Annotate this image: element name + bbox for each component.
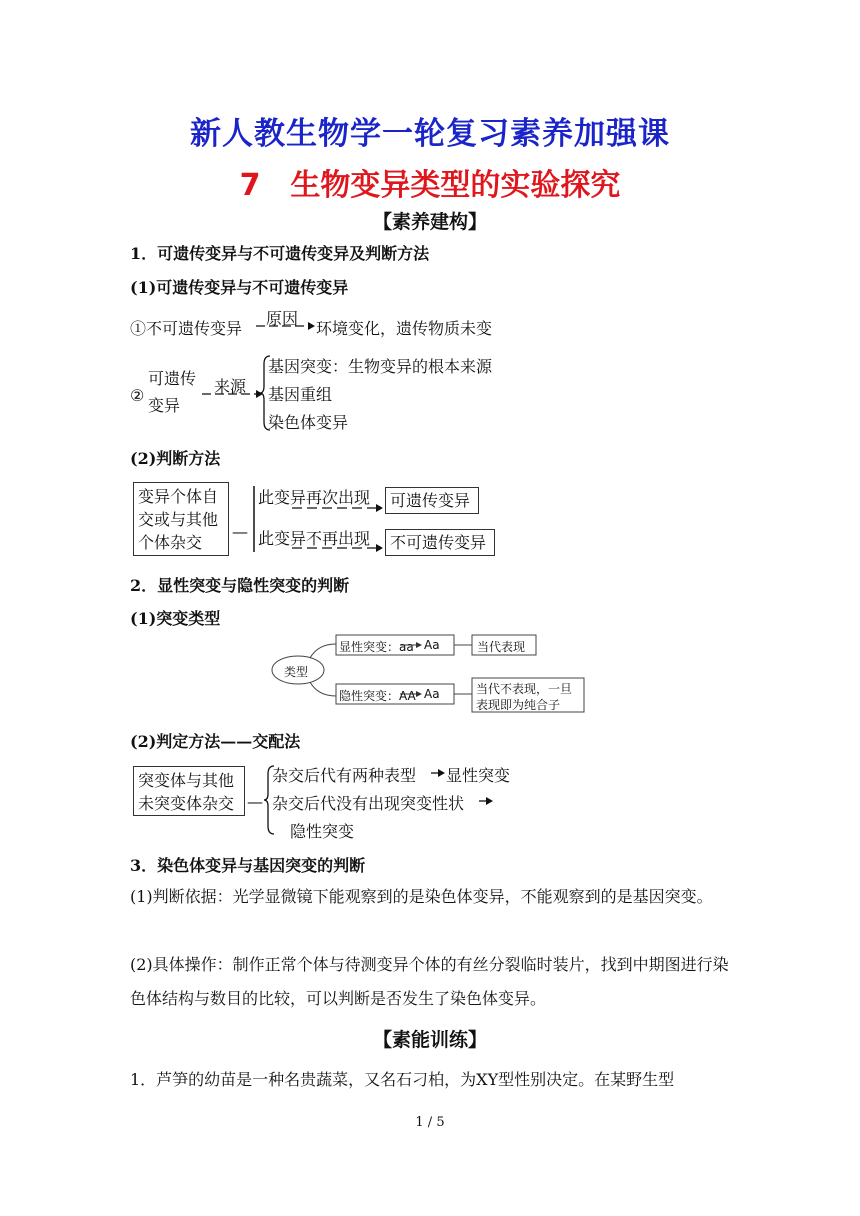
d2-box-line: 交或与其他 xyxy=(138,510,219,529)
d4-start-box xyxy=(133,766,245,816)
d1-item2-label-b: 变异 xyxy=(148,396,181,415)
d4-dash: — xyxy=(247,792,263,811)
d3-dominant-label: 显性突变：aa xyxy=(339,640,414,654)
d3-recessive-result-1: 当代不表现，一旦 xyxy=(476,682,573,696)
heading-2: 2．显性突变与隐性突变的判断 xyxy=(130,576,350,595)
heading-2-2: (2)判定方法——交配法 xyxy=(130,732,301,751)
d2-box-line: 变异个体自 xyxy=(138,487,219,506)
heading-3: 3．染色体变异与基因突变的判断 xyxy=(130,856,366,875)
d4-branch1: 杂交后代有两种表型 xyxy=(272,766,417,785)
d2-result1-box: 可遗传变异 xyxy=(385,487,479,514)
page-number: 1 / 5 xyxy=(415,1115,445,1130)
d4-box-line: 未突变体杂交 xyxy=(138,794,235,813)
heading-1-2: (2)判断方法 xyxy=(130,449,221,468)
arrow-icon xyxy=(200,386,264,400)
lesson-title: 7 生物变异类型的实验探究 xyxy=(239,168,621,203)
d1-branch-gene-mutation: 基因突变：生物变异的根本来源 xyxy=(268,357,493,376)
d4-branch2-result: 隐性突变 xyxy=(290,822,355,841)
page-title: 新人教生物学一轮复习素养加强课 xyxy=(190,116,670,152)
d3-center-label: 类型 xyxy=(284,665,309,679)
d3-recessive-label: 隐性突变：AA xyxy=(339,689,416,703)
arrow-icon xyxy=(478,794,494,808)
d3-dominant-result: 当代表现 xyxy=(477,640,526,654)
d4-branch2: 杂交后代没有出现突变性状 xyxy=(272,794,465,813)
d1-item1-arrow-label: 原因 xyxy=(266,309,299,328)
d1-branch-chromosome: 染色体变异 xyxy=(268,413,349,432)
paragraph-3-1: (1)判断依据：光学显微镜下能观察到的是染色体变异，不能观察到的是基因突变。 xyxy=(130,887,713,906)
d1-item2-arrow-label: 来源 xyxy=(214,377,247,396)
arrow-icon xyxy=(290,540,384,554)
d2-branch1-label: 此变异再次出现 xyxy=(258,488,371,507)
d1-item2-label-a: 可遗传 xyxy=(148,369,197,388)
arrow-icon xyxy=(430,766,446,780)
section-heading-train: 【素能训练】 xyxy=(372,1029,487,1051)
question-1: 1．芦笋的幼苗是一种名贵蔬菜，又名石刁柏，为XY型性别决定。在某野生型 xyxy=(130,1070,675,1089)
heading-1-1: (1)可遗传变异与不可遗传变异 xyxy=(130,278,349,297)
d3-dominant-to: Aa xyxy=(424,638,440,652)
d3-recessive-result-2: 表现即为纯合子 xyxy=(476,698,561,712)
d4-box-line: 突变体与其他 xyxy=(138,771,235,790)
d2-start-box xyxy=(133,482,229,556)
heading-1: 1．可遗传变异与不可遗传变异及判断方法 xyxy=(130,244,430,263)
d2-box-line: 个体杂交 xyxy=(138,533,203,552)
d1-item1-label: ①不可遗传变异 xyxy=(130,319,243,338)
d1-branch-recombination: 基因重组 xyxy=(268,385,333,404)
heading-2-1: (1)突变类型 xyxy=(130,609,221,628)
section-heading-build: 【素养建构】 xyxy=(372,211,487,233)
d3-recessive-to: Aa xyxy=(424,687,440,701)
d2-dash: — xyxy=(232,522,248,541)
d2-result2-box: 不可遗传变异 xyxy=(385,529,495,556)
arrow-icon xyxy=(254,318,316,332)
arrow-icon xyxy=(290,500,384,514)
d2-branch2-label: 此变异不再出现 xyxy=(258,529,371,548)
paragraph-3-2: (2)具体操作：制作正常个体与待测变异个体的有丝分裂临时装片，找到中期图进行染色体结构与数目的比较，可以判断是否发生了染色体变异。 xyxy=(130,955,729,1008)
d1-item2-marker: ② xyxy=(130,386,145,405)
d1-item1-result: 环境变化，遗传物质未变 xyxy=(316,319,493,338)
d4-branch1-result: 显性突变 xyxy=(446,766,511,785)
